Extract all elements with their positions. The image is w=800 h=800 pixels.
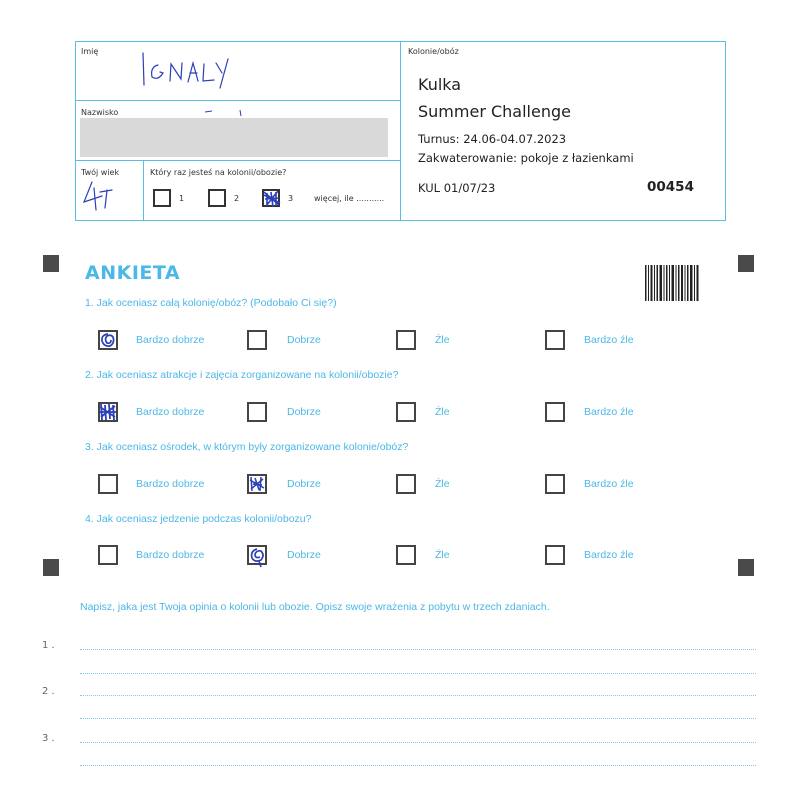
scribble-mark bbox=[247, 545, 269, 569]
form-number: 00454 bbox=[647, 179, 694, 195]
header-divider bbox=[400, 41, 401, 221]
q1-option-bardzo-zle: Bardzo źle bbox=[584, 334, 634, 346]
q4-option-dobrze: Dobrze bbox=[287, 549, 321, 561]
answer-line-3b[interactable] bbox=[80, 765, 756, 766]
question-2-text: 2. Jak oceniasz atrakcje i zajęcia zorganizowane na kolonii/obozie? bbox=[85, 369, 399, 381]
visit-more-label: więcej, ile ........... bbox=[314, 194, 385, 203]
q2-checkbox-bardzo-dobrze[interactable] bbox=[98, 402, 118, 422]
scribble-mark bbox=[247, 474, 267, 494]
visit-checkbox-2[interactable] bbox=[208, 189, 226, 207]
q3-checkbox-zle[interactable] bbox=[396, 474, 416, 494]
q3-checkbox-bardzo-dobrze[interactable] bbox=[98, 474, 118, 494]
answer-line-1b[interactable] bbox=[80, 673, 756, 674]
q3-option-bardzo-zle: Bardzo źle bbox=[584, 478, 634, 490]
question-3-text: 3. Jak oceniasz ośrodek, w którym były zorganizowane kolonie/obóz? bbox=[85, 441, 409, 453]
q1-checkbox-bardzo-dobrze[interactable] bbox=[98, 330, 118, 350]
q2-option-bardzo-zle: Bardzo źle bbox=[584, 406, 634, 418]
q2-checkbox-zle[interactable] bbox=[396, 402, 416, 422]
q3-option-zle: Źle bbox=[435, 478, 450, 490]
age-label: Twój wiek bbox=[81, 168, 120, 177]
camp-name-line2: Summer Challenge bbox=[418, 102, 571, 121]
visit-checkbox-3[interactable] bbox=[262, 189, 280, 207]
q4-checkbox-dobrze[interactable] bbox=[247, 545, 267, 565]
question-4-text: 4. Jak oceniasz jedzenie podczas kolonii/obozu? bbox=[85, 513, 312, 525]
q4-checkbox-bardzo-dobrze[interactable] bbox=[98, 545, 118, 565]
registration-marker-mid-left bbox=[43, 559, 59, 576]
q4-option-bardzo-dobrze: Bardzo dobrze bbox=[136, 549, 205, 561]
surname-label: Nazwisko bbox=[81, 108, 119, 117]
opinion-prompt: Napisz, jaka jest Twoja opinia o kolonii lub obozie. Opisz swoje wrażenia z pobytu w trzech zdaniach. bbox=[80, 601, 550, 613]
q4-option-zle: Źle bbox=[435, 549, 450, 561]
q1-checkbox-zle[interactable] bbox=[396, 330, 416, 350]
q1-option-bardzo-dobrze: Bardzo dobrze bbox=[136, 334, 205, 346]
q4-checkbox-zle[interactable] bbox=[396, 545, 416, 565]
scribble-mark bbox=[98, 330, 118, 350]
q3-option-dobrze: Dobrze bbox=[287, 478, 321, 490]
name-handwriting bbox=[130, 45, 230, 90]
registration-marker-top-left bbox=[43, 255, 59, 272]
camp-name-line1: Kulka bbox=[418, 75, 462, 94]
registration-marker-top-right bbox=[738, 255, 754, 272]
visit-option-3-label: 3 bbox=[288, 194, 294, 203]
answer-line-1a[interactable] bbox=[80, 649, 756, 650]
camp-label: Kolonie/obóz bbox=[408, 47, 459, 56]
visit-option-2-label: 2 bbox=[234, 194, 240, 203]
q4-option-bardzo-zle: Bardzo źle bbox=[584, 549, 634, 561]
surname-redaction bbox=[80, 118, 388, 157]
answer-line-3a[interactable] bbox=[80, 742, 756, 743]
q1-option-zle: Źle bbox=[435, 334, 450, 346]
age-divider bbox=[143, 160, 144, 221]
q3-checkbox-bardzo-zle[interactable] bbox=[545, 474, 565, 494]
q3-option-bardzo-dobrze: Bardzo dobrze bbox=[136, 478, 205, 490]
answer-line-2b[interactable] bbox=[80, 718, 756, 719]
name-label: Imię bbox=[81, 47, 99, 56]
scribble-mark bbox=[262, 189, 282, 209]
q3-checkbox-dobrze[interactable] bbox=[247, 474, 267, 494]
q1-option-dobrze: Dobrze bbox=[287, 334, 321, 346]
q1-checkbox-bardzo-zle[interactable] bbox=[545, 330, 565, 350]
scribble-mark bbox=[98, 402, 118, 422]
q2-option-zle: Źle bbox=[435, 406, 450, 418]
barcode bbox=[645, 265, 700, 301]
line-number-1: 1 . bbox=[42, 640, 55, 651]
name-row-divider bbox=[75, 100, 400, 101]
visit-checkbox-1[interactable] bbox=[153, 189, 171, 207]
q2-checkbox-dobrze[interactable] bbox=[247, 402, 267, 422]
q2-option-bardzo-dobrze: Bardzo dobrze bbox=[136, 406, 205, 418]
q2-checkbox-bardzo-zle[interactable] bbox=[545, 402, 565, 422]
q1-checkbox-dobrze[interactable] bbox=[247, 330, 267, 350]
registration-marker-mid-right bbox=[738, 559, 754, 576]
visit-question-label: Który raz jesteś na kolonii/obozie? bbox=[150, 168, 287, 177]
question-1-text: 1. Jak oceniasz całą kolonię/obóz? (Podobało Ci się?) bbox=[85, 297, 337, 309]
q4-checkbox-bardzo-zle[interactable] bbox=[545, 545, 565, 565]
surname-row-divider bbox=[75, 160, 400, 161]
survey-title: ANKIETA bbox=[85, 262, 181, 284]
camp-code: KUL 01/07/23 bbox=[418, 181, 496, 195]
surname-stray-marks bbox=[200, 106, 250, 118]
answer-line-2a[interactable] bbox=[80, 695, 756, 696]
q2-option-dobrze: Dobrze bbox=[287, 406, 321, 418]
line-number-3: 3 . bbox=[42, 733, 55, 744]
lodging-text: Zakwaterowanie: pokoje z łazienkami bbox=[418, 151, 634, 165]
age-handwriting bbox=[80, 178, 120, 214]
turnus-text: Turnus: 24.06-04.07.2023 bbox=[418, 132, 567, 146]
line-number-2: 2 . bbox=[42, 686, 55, 697]
visit-option-1-label: 1 bbox=[179, 194, 185, 203]
